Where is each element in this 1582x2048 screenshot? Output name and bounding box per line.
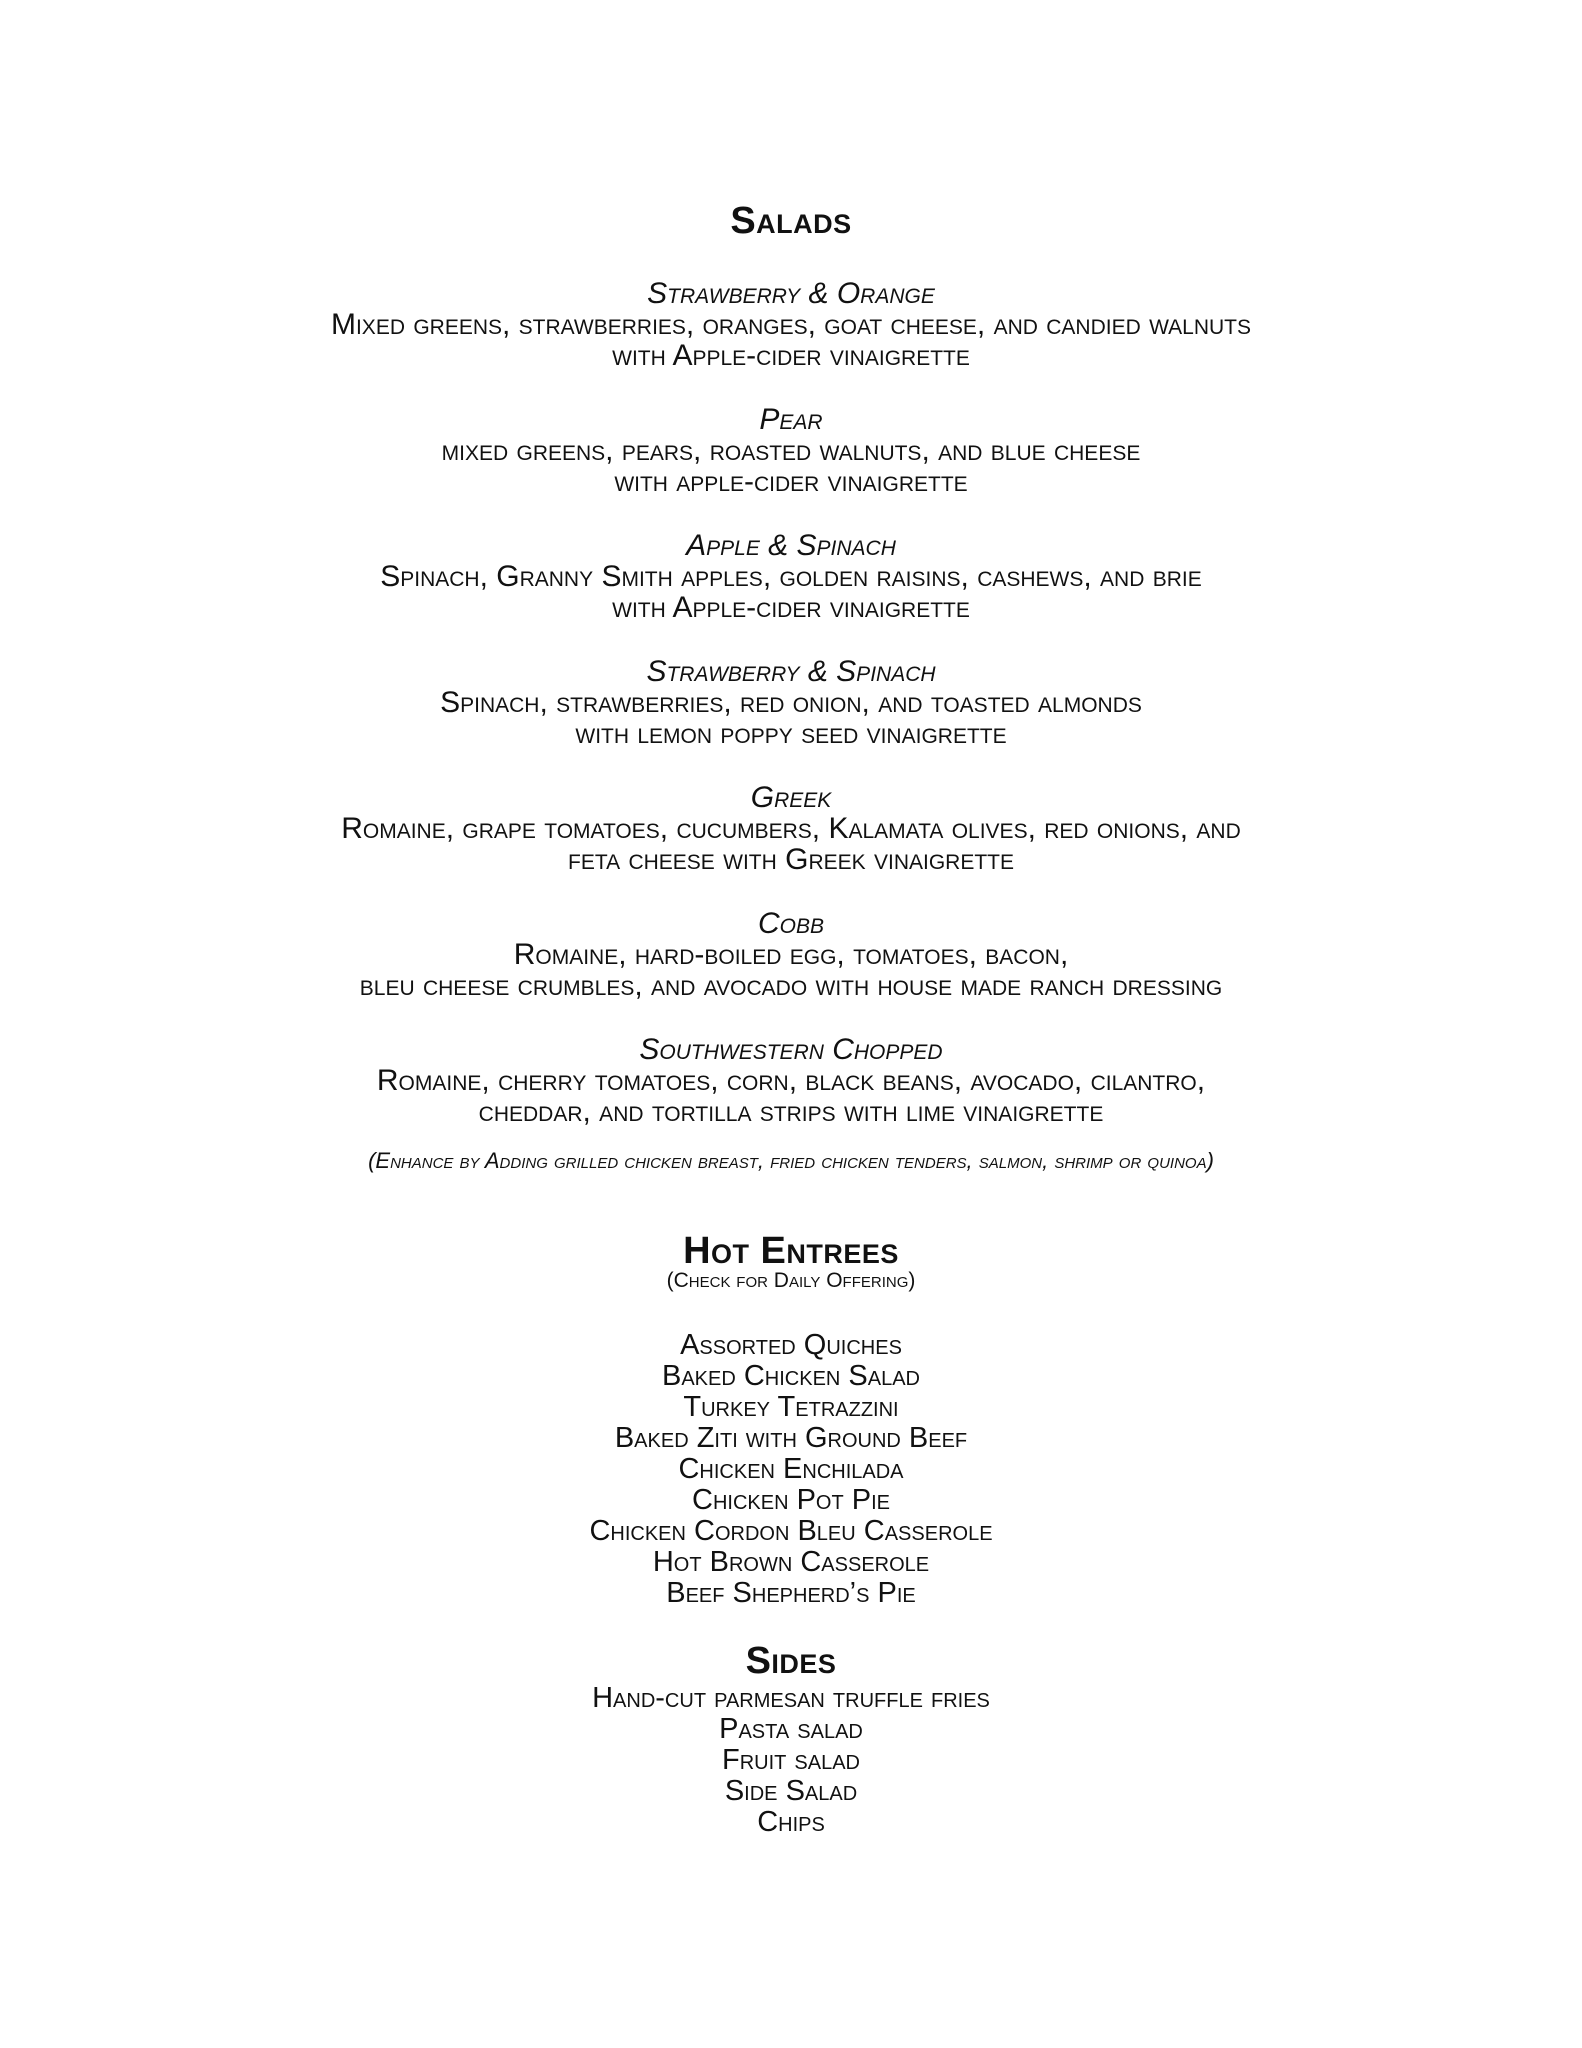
entree-item: Assorted Quiches — [680, 1329, 902, 1361]
entree-item: Chicken Pot Pie — [692, 1484, 890, 1516]
salad-enhance-note: (Enhance by Adding grilled chicken breast, fried chicken tenders, salmon, shrimp or quinoa) — [368, 1148, 1214, 1173]
salad-item — [0, 278, 1582, 371]
salad-description: with lemon poppy seed vinaigrette — [575, 717, 1007, 750]
salad-name: Pear — [759, 403, 823, 436]
hot-entrees-list — [0, 1330, 1582, 1609]
salad-name: Greek — [750, 781, 832, 814]
salad-name: Apple & Spinach — [686, 529, 896, 562]
side-item: Fruit salad — [721, 1744, 861, 1776]
salad-name: Southwestern Chopped — [639, 1033, 943, 1066]
salad-description: with Apple-cider vinaigrette — [612, 591, 970, 624]
entree-item: Baked Chicken Salad — [661, 1360, 921, 1392]
salad-description: bleu cheese crumbles, and avocado with house made ranch dressing — [359, 969, 1223, 1002]
salad-description: Mixed greens, strawberries, oranges, goat cheese, and candied walnuts — [330, 308, 1251, 341]
entree-item: Baked Ziti with Ground Beef — [614, 1422, 968, 1454]
salad-name: Cobb — [757, 907, 824, 940]
salad-item — [0, 404, 1582, 497]
entree-item: Beef Shepherd’s Pie — [666, 1577, 916, 1609]
side-item: Hand-cut parmesan truffle fries — [592, 1682, 990, 1714]
salad-description: with Apple-cider vinaigrette — [612, 339, 970, 372]
salad-description: Spinach, strawberries, red onion, and toasted almonds — [440, 686, 1142, 719]
entree-item: Chicken Cordon Bleu Casserole — [589, 1515, 993, 1547]
salad-description: Romaine, hard-boiled egg, tomatoes, bacon, — [513, 938, 1069, 971]
side-item: Pasta salad — [719, 1713, 863, 1745]
salad-name: Strawberry & Orange — [647, 277, 935, 310]
salad-description: Romaine, cherry tomatoes, corn, black beans, avocado, cilantro, — [376, 1064, 1206, 1097]
sides-heading: Sides — [745, 1640, 837, 1682]
salad-item — [0, 1034, 1582, 1127]
salad-description: mixed greens, pears, roasted walnuts, and blue cheese — [441, 434, 1141, 467]
entree-item: Turkey Tetrazzini — [683, 1391, 899, 1423]
salad-item — [0, 656, 1582, 749]
salad-description: with apple-cider vinaigrette — [614, 465, 968, 498]
entree-item: Hot Brown Casserole — [652, 1546, 930, 1578]
salad-item — [0, 530, 1582, 623]
salad-description: Spinach, Granny Smith apples, golden raisins, cashews, and brie — [380, 560, 1202, 593]
entree-item: Chicken Enchilada — [678, 1453, 904, 1485]
salad-description: Romaine, grape tomatoes, cucumbers, Kalamata olives, red onions, and — [341, 812, 1241, 845]
salads-heading: Salads — [730, 200, 852, 242]
salad-description: cheddar, and tortilla strips with lime vinaigrette — [478, 1095, 1104, 1128]
sides-list — [0, 1683, 1582, 1838]
salad-description: feta cheese with Greek vinaigrette — [568, 843, 1014, 876]
salad-name: Strawberry & Spinach — [646, 655, 936, 688]
hot-entrees-subtitle: (Check for Daily Offering) — [666, 1269, 916, 1292]
hot-entrees-heading: Hot Entrees — [683, 1230, 899, 1272]
salad-item — [0, 782, 1582, 875]
salad-list — [0, 278, 1582, 1160]
side-item: Side Salad — [724, 1775, 858, 1807]
side-item: Chips — [757, 1806, 825, 1838]
salad-item — [0, 908, 1582, 1001]
